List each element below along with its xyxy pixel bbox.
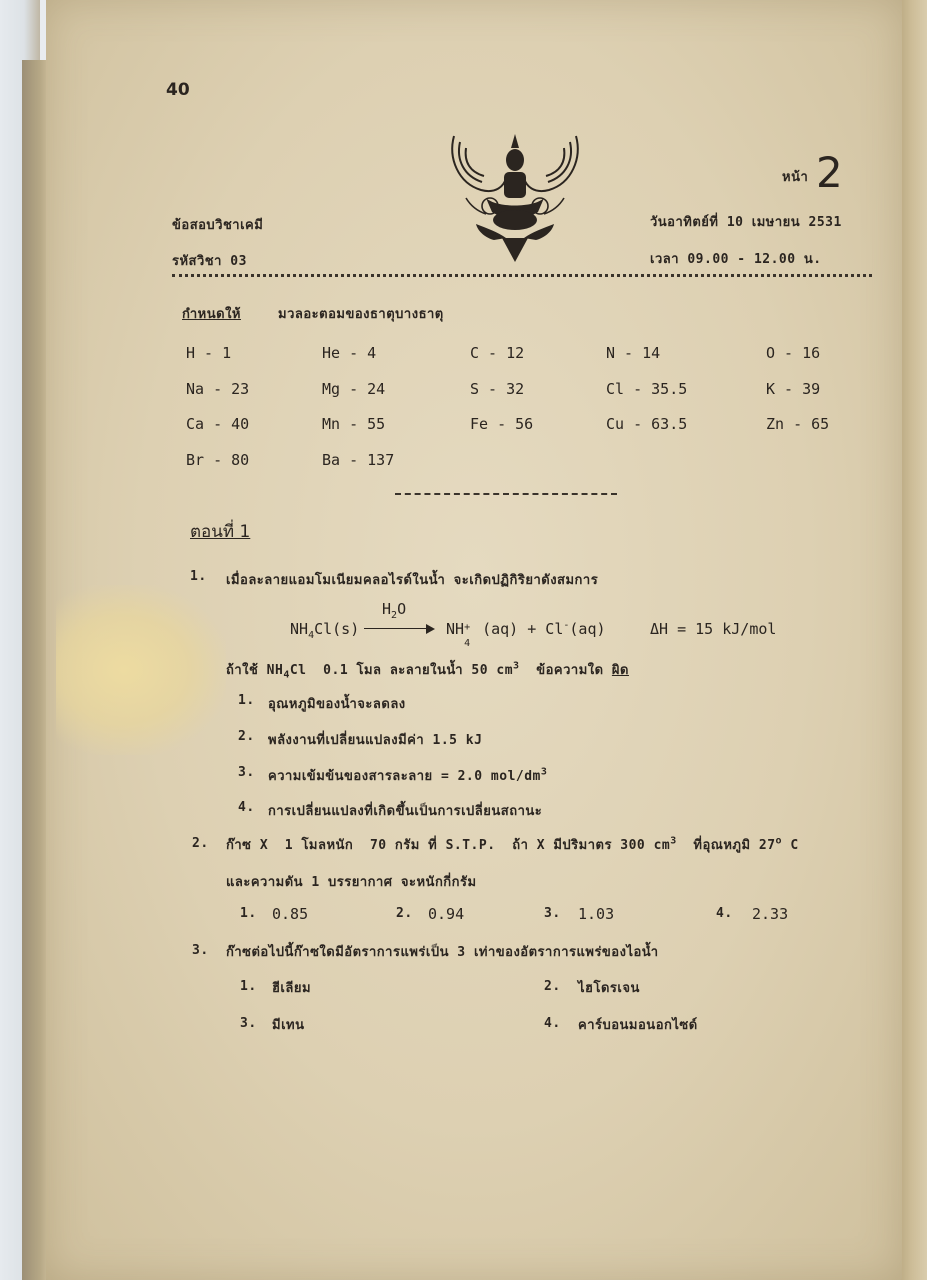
q3-number: 3.: [192, 943, 209, 958]
q2-option-number: 4.: [716, 906, 733, 921]
q3-option-number: 3.: [240, 1016, 257, 1031]
q1-option-number: 1.: [238, 693, 255, 708]
header-time: เวลา 09.00 - 12.00 น.: [650, 252, 822, 267]
mass-cell: H - 1: [186, 344, 232, 362]
mass-cell: Na - 23: [186, 380, 250, 398]
mass-cell: K - 39: [766, 380, 821, 398]
mass-cell: Cl - 35.5: [606, 380, 688, 398]
mass-cell: Mg - 24: [322, 380, 386, 398]
q1-option-text: อุณหภูมิของน้ำจะลดลง: [268, 697, 406, 712]
q2-line2: และความดัน 1 บรรยากาศ จะหนักกี่กรัม: [226, 875, 477, 890]
garuda-emblem-icon: [446, 128, 584, 268]
q3-option-number: 2.: [544, 979, 561, 994]
q1-option-text: ความเข้มข้นของสารละลาย = 2.0 mol/$dm^3$: [268, 766, 548, 784]
reaction-arrow-head: [426, 624, 435, 634]
q1-option-number: 3.: [238, 765, 255, 780]
page-stack-edge: [22, 60, 48, 1280]
mass-cell: Br - 80: [186, 451, 250, 469]
q3-option-text: คาร์บอนมอนอกไซด์: [578, 1018, 698, 1033]
q2-option-number: 2.: [396, 906, 413, 921]
q3-option-text: ฮีเลียม: [272, 981, 312, 996]
mass-cell: Mn - 55: [322, 415, 386, 433]
header-course-code: รหัสวิชา 03: [172, 254, 247, 269]
q2-option-text: 2.33: [752, 905, 789, 923]
q2-line1: ก๊าซ X 1 โมลหนัก 70 กรัม ที่ S.T.P. ถ้า X มีปริมาตร 300 $cm^3$ ที่อุณหภูมิ 27$^o$ C: [226, 835, 799, 853]
q3-text: ก๊าซต่อไปนี้ก๊าซใดมีอัตราการแพร่เป็น 3 เท่าของอัตราการแพร่ของไอน้ำ: [226, 945, 659, 960]
header-date: วันอาทิตย์ที่ 10 เมษายน 2531: [650, 215, 842, 230]
q1-text: เมื่อละลายแอมโมเนียมคลอไรด์ในน้ำ จะเกิดปฏิกิริยาดังสมการ: [226, 573, 599, 588]
q2-number: 2.: [192, 836, 209, 851]
q1-option-number: 2.: [238, 729, 255, 744]
q1-number: 1.: [190, 569, 207, 584]
q1-option-number: 4.: [238, 800, 255, 815]
mass-cell: Zn - 65: [766, 415, 830, 433]
q3-option-text: มีเทน: [272, 1018, 305, 1033]
mass-cell: Fe - 56: [470, 415, 534, 433]
q1-equation-reactant: $NH_4Cl(s)$: [290, 620, 360, 641]
q2-option-number: 1.: [240, 906, 257, 921]
paper-stain: [56, 585, 226, 755]
header-subject: ข้อสอบวิชาเคมี: [172, 218, 264, 233]
given-text: มวลอะตอมของธาตุบางธาตุ: [278, 307, 444, 322]
section-divider: [395, 493, 617, 495]
mass-cell: Ba - 137: [322, 451, 395, 469]
mass-cell: C - 12: [470, 344, 525, 362]
reaction-arrow: [364, 628, 428, 629]
mass-cell: S - 32: [470, 380, 525, 398]
q1-option-text: การเปลี่ยนแปลงที่เกิดขึ้นเป็นการเปลี่ยนสถานะ: [268, 804, 543, 819]
mass-cell: Ca - 40: [186, 415, 250, 433]
mass-cell: He - 4: [322, 344, 377, 362]
q3-option-text: ไฮโดรเจน: [578, 981, 640, 996]
part-title: ตอนที่ 1: [190, 522, 251, 542]
header-page-value: 2: [816, 148, 843, 197]
q2-option-text: 1.03: [578, 905, 615, 923]
q1-option-text: พลังงานที่เปลี่ยนแปลงมีค่า 1.5 kJ: [268, 733, 483, 748]
mass-cell: Cu - 63.5: [606, 415, 688, 433]
q2-option-text: 0.85: [272, 905, 309, 923]
q1-equation-products: NH + 4 (aq) + Cl-(aq): [446, 620, 606, 649]
q2-option-text: 0.94: [428, 905, 465, 923]
q1-equation-solvent: $H_2O$: [382, 600, 407, 621]
page-number: 40: [166, 80, 190, 100]
header-page-label: หน้า: [782, 170, 809, 185]
mass-cell: N - 14: [606, 344, 661, 362]
q3-option-number: 1.: [240, 979, 257, 994]
q1-condition: ถ้าใช้ $NH_4Cl$ 0.1 โมล ละลายในน้ำ 50 $cm^3$ ข้อความใด ผิด: [226, 660, 629, 681]
given-label: กำหนดให้: [182, 307, 241, 322]
header-divider: [172, 274, 872, 277]
q2-option-number: 3.: [544, 906, 561, 921]
mass-cell: O - 16: [766, 344, 821, 362]
q1-enthalpy: ΔH = 15 kJ/mol: [650, 620, 777, 638]
q3-option-number: 4.: [544, 1016, 561, 1031]
